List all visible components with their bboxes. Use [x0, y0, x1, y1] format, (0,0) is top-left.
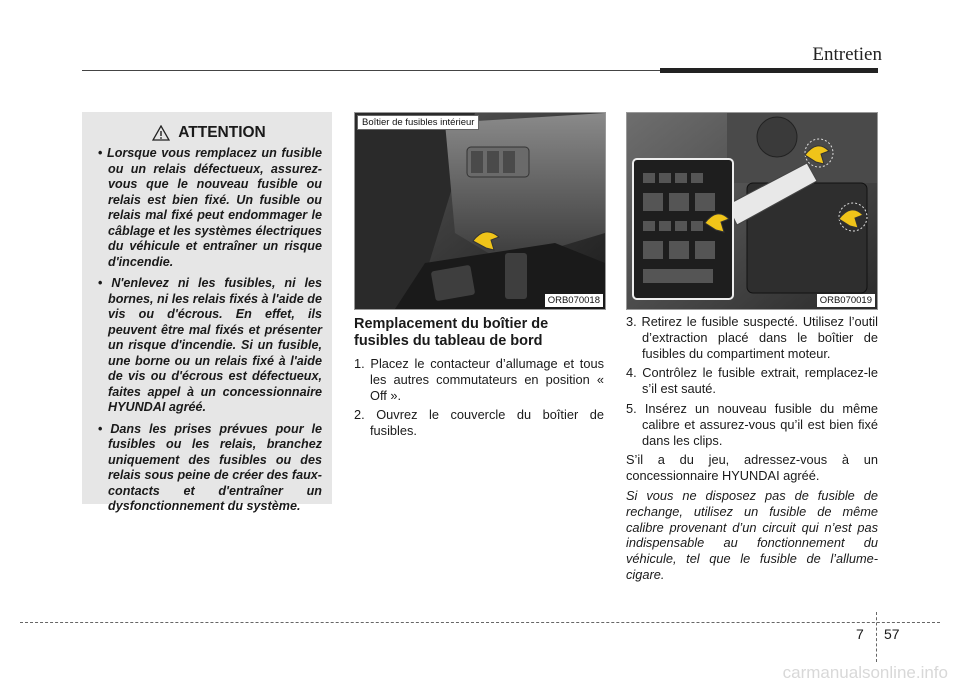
section-steps-continued	[626, 314, 878, 583]
step-item: 2. Ouvrez le couvercle du boîtier de fusibles.	[354, 407, 604, 439]
figure-code: ORB070019	[817, 294, 875, 307]
chapter-number: 7	[856, 626, 864, 642]
figure-engine-fuse-box	[626, 112, 878, 310]
warning-title: ATTENTION	[178, 124, 266, 141]
step-item: 3. Retirez le fusible suspecté. Utilisez l’outil d’extraction placé dans le boîtier de fusibles du compartiment moteur.	[626, 314, 878, 361]
interior-photo-illustration	[355, 113, 605, 309]
spare-fuse-note: Si vous ne disposez pas de fusible de rechange, utilisez un fusible de même calibre provenant d’un circuit qui n’est pas indispensable au fonctionnement du véhicule, tel que le fusible de l’allume-cigare.	[626, 487, 878, 582]
warning-list	[96, 146, 322, 515]
warning-triangle-icon	[152, 125, 170, 141]
watermark: carmanualsonline.info	[782, 663, 948, 682]
warning-title-row	[96, 124, 322, 142]
section-replacement	[354, 316, 604, 443]
page-separator	[876, 612, 877, 662]
warning-item: • Dans les prises prévues pour le fusibles ou les relais, branchez uniquement des fusibles ou des relais sous peine de créer des faux-contacts et d'entraîner un dysfonctionnement du système.	[96, 422, 322, 515]
step-item: 5. Insérez un nouveau fusible du même calibre et assurez-vous qu’il est bien fixé dans les clips.	[626, 400, 878, 448]
warning-item: • N'enlevez ni les fusibles, ni les bornes, ni les relais fixés à l'aide de vis ou d'écrous. En effet, ils peuvent être mal fixés et présenter un risque d'incendie. Si un fusible, une borne ou un relais fixé à l'aide de vis ou d'écrous est défectueux, faites appel à un concessionnaire HYUNDAI agréé.	[96, 276, 322, 416]
figure-label: Boîtier de fusibles intérieur	[357, 115, 479, 130]
engine-photo-illustration	[627, 113, 877, 309]
warning-item: • Lorsque vous remplacez un fusible ou un relais défectueux, assurez-vous que le nouveau fusible ou relais est bien fixé. Un fusible ou relais mal fixé peut endommager le câblage et les systèmes électriques du véhicule et entraîner un risque d'incendie.	[96, 146, 322, 270]
page-number: 57	[884, 626, 900, 642]
figure-code: ORB070018	[545, 294, 603, 307]
warning-box	[82, 112, 332, 513]
step-item: 1. Placez le contacteur d’allumage et tous les autres commutateurs en position « Off ».	[354, 356, 604, 403]
section-heading: Remplacement du boîtier de fusibles du tableau de bord	[354, 316, 549, 349]
footer-rule	[20, 622, 940, 623]
header-title: Entretien	[812, 44, 882, 65]
figure-interior-fuse-box	[354, 112, 606, 310]
dealer-note: S’il a du jeu, adressez-vous à un concessionnaire HYUNDAI agréé.	[626, 452, 878, 484]
step-item: 4. Contrôlez le fusible extrait, remplacez-le s’il est sauté.	[626, 365, 878, 397]
header-rule-accent	[660, 68, 878, 73]
